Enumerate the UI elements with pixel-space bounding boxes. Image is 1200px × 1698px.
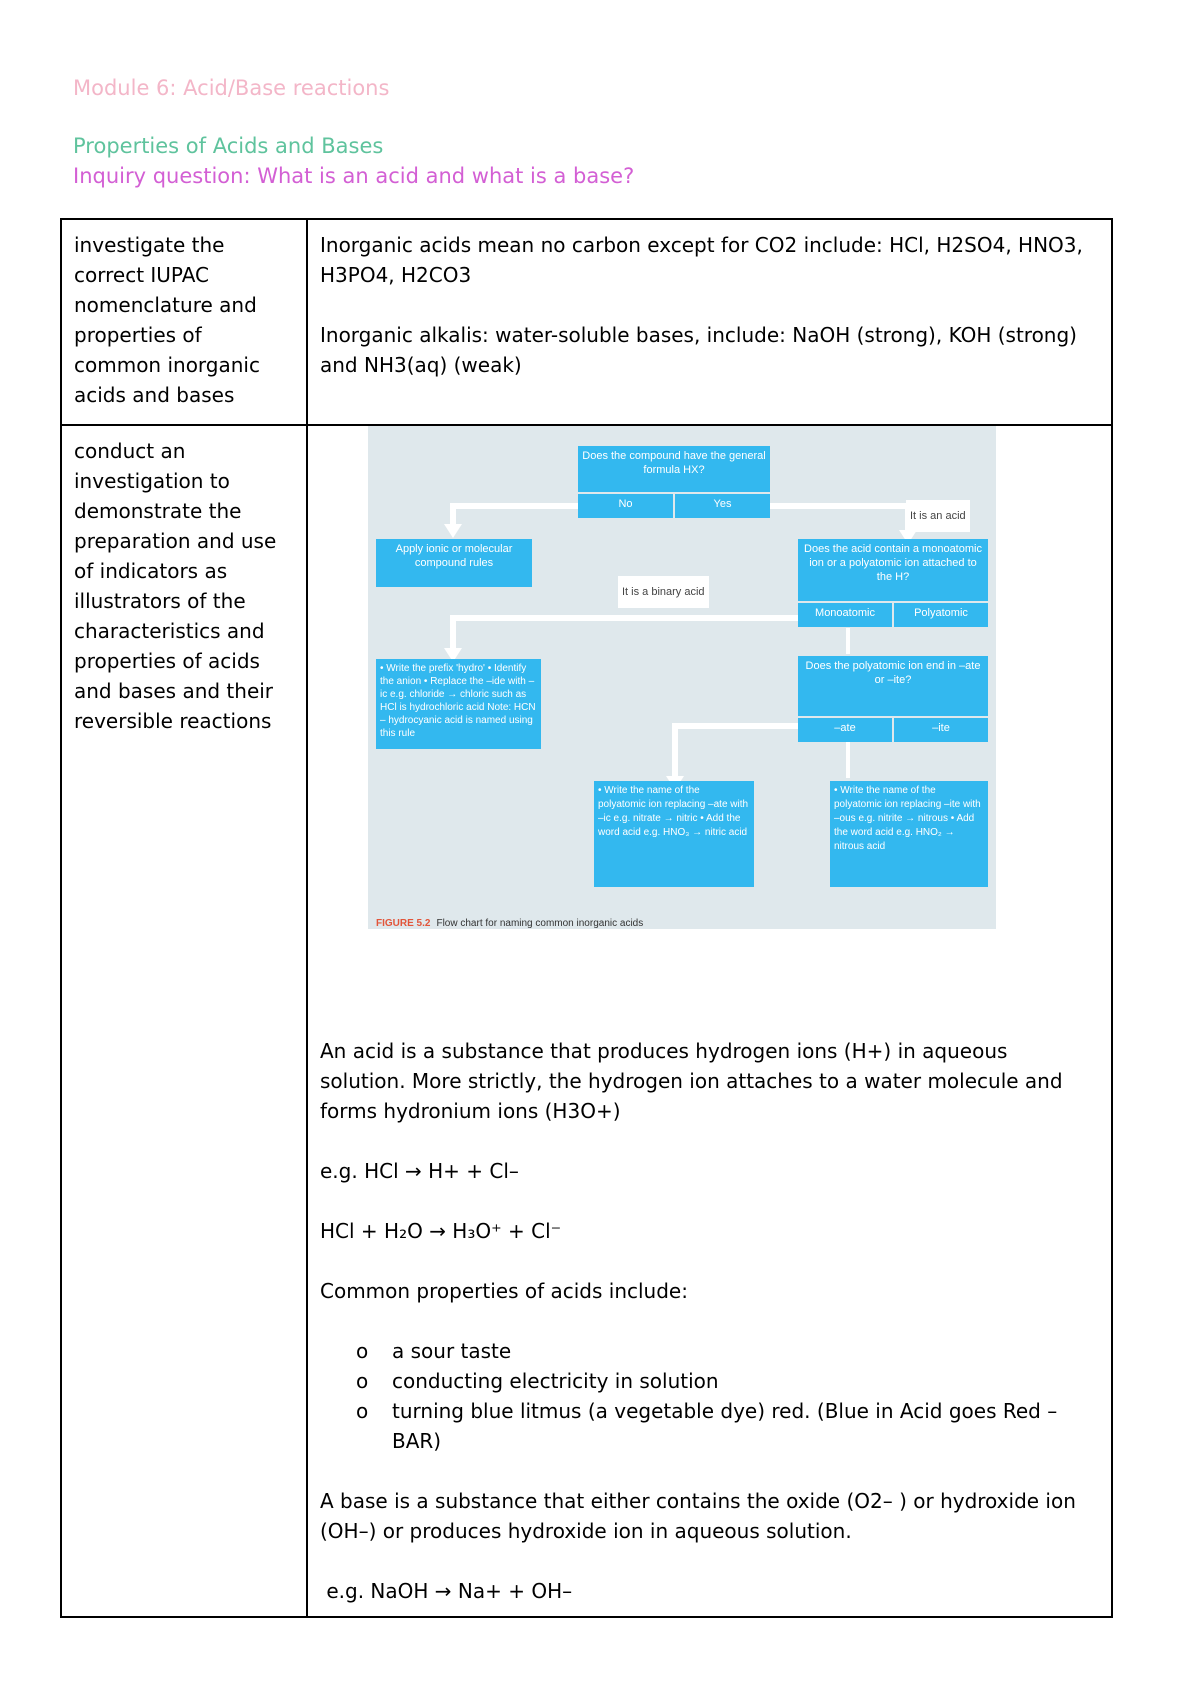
answer-polyatomic: Polyatomic [894, 603, 988, 627]
table-row [61, 425, 1112, 1617]
inorganic-acids-note: Inorganic acids mean no carbon except for CO2 include: HCl, H2SO4, HNO3, H3PO4, H2CO3 [320, 233, 1083, 287]
list-item: o turning blue litmus (a vegetable dye) red. (Blue in Acid goes Red – BAR) [356, 1396, 1099, 1456]
acid-label: It is an acid [906, 500, 970, 532]
question-ion-type: Does the acid contain a monoatomic ion or a polyatomic ion attached to the H? [798, 539, 988, 601]
inquiry-question: Inquiry question: What is an acid and what is a base? [73, 164, 635, 188]
syllabus-text: investigate the correct IUPAC nomenclature and properties of common inorganic acids and bases [74, 233, 260, 407]
answer-no: No [578, 494, 673, 518]
syllabus-point [61, 219, 307, 425]
figure-label: FIGURE 5.2 [376, 918, 431, 929]
ite-rule-box: • Write the name of the polyatomic ion replacing –ite with –ous e.g. nitrite → nitrous • Add the word acid e.g. HNO₂ → nitrous acid [830, 781, 988, 887]
base-definition: A base is a substance that either contains the oxide (O2– ) or hydroxide ion (OH–) or produces hydroxide ion in aqueous solution. [320, 1489, 1076, 1543]
question-ate-ite: Does the polyatomic ion end in –ate or –ite? [798, 656, 988, 716]
answer-yes: Yes [675, 494, 770, 518]
question-general-formula: Does the compound have the general formula HX? [578, 446, 770, 492]
naming-flowchart [368, 426, 996, 929]
acid-properties-heading: Common properties of acids include: [320, 1279, 688, 1303]
answer-monoatomic: Monoatomic [798, 603, 892, 627]
acid-definition: An acid is a substance that produces hydrogen ions (H+) in aqueous solution. More strictly, the hydrogen ion attaches to a water molecule and forms hydronium ions (H3O+) [320, 1039, 1063, 1123]
ate-rule-box: • Write the name of the polyatomic ion replacing –ate with –ic e.g. nitrate → nitric • Add the word acid e.g. HNO₃ → nitric acid [594, 781, 754, 887]
module-title: Module 6: Acid/Base reactions [73, 76, 390, 100]
base-example: e.g. NaOH → Na+ + OH– [320, 1579, 573, 1603]
list-item: o a sour taste [356, 1336, 1099, 1366]
binary-acid-label: It is a binary acid [618, 576, 709, 608]
answer-ate: –ate [798, 718, 892, 742]
figure-caption [376, 909, 643, 939]
apply-rules-box: Apply ionic or molecular compound rules [376, 539, 532, 587]
list-item: o conducting electricity in solution [356, 1366, 1099, 1396]
acid-properties-list [320, 1336, 1099, 1456]
table-row [61, 219, 1112, 425]
figure-caption-text: Flow chart for naming common inorganic acids [436, 918, 644, 929]
syllabus-point [61, 425, 307, 1617]
notes-cell [307, 219, 1112, 425]
acid-example-1: e.g. HCl → H+ + Cl– [320, 1159, 519, 1183]
syllabus-text: conduct an investigation to demonstrate the preparation and use of indicators as illustrators of the characteristics and properties of acids and bases and their reversible reactions [74, 439, 277, 733]
hydro-rule-box: • Write the prefix 'hydro' • Identify the anion • Replace the –ide with –ic e.g. chloride → chloric such as HCl is hydrochloric acid Note: HCN – hydrocyanic acid is named using this rule [376, 659, 541, 749]
section-title: Properties of Acids and Bases [73, 134, 384, 158]
notes-table [60, 218, 1113, 1618]
inorganic-alkalis-note: Inorganic alkalis: water-soluble bases, include: NaOH (strong), KOH (strong) and NH3(aq) (weak) [320, 323, 1077, 377]
answer-ite: –ite [894, 718, 988, 742]
acid-example-2: HCl + H₂O → H₃O⁺ + Cl⁻ [320, 1219, 562, 1243]
notes-cell [307, 425, 1112, 1617]
